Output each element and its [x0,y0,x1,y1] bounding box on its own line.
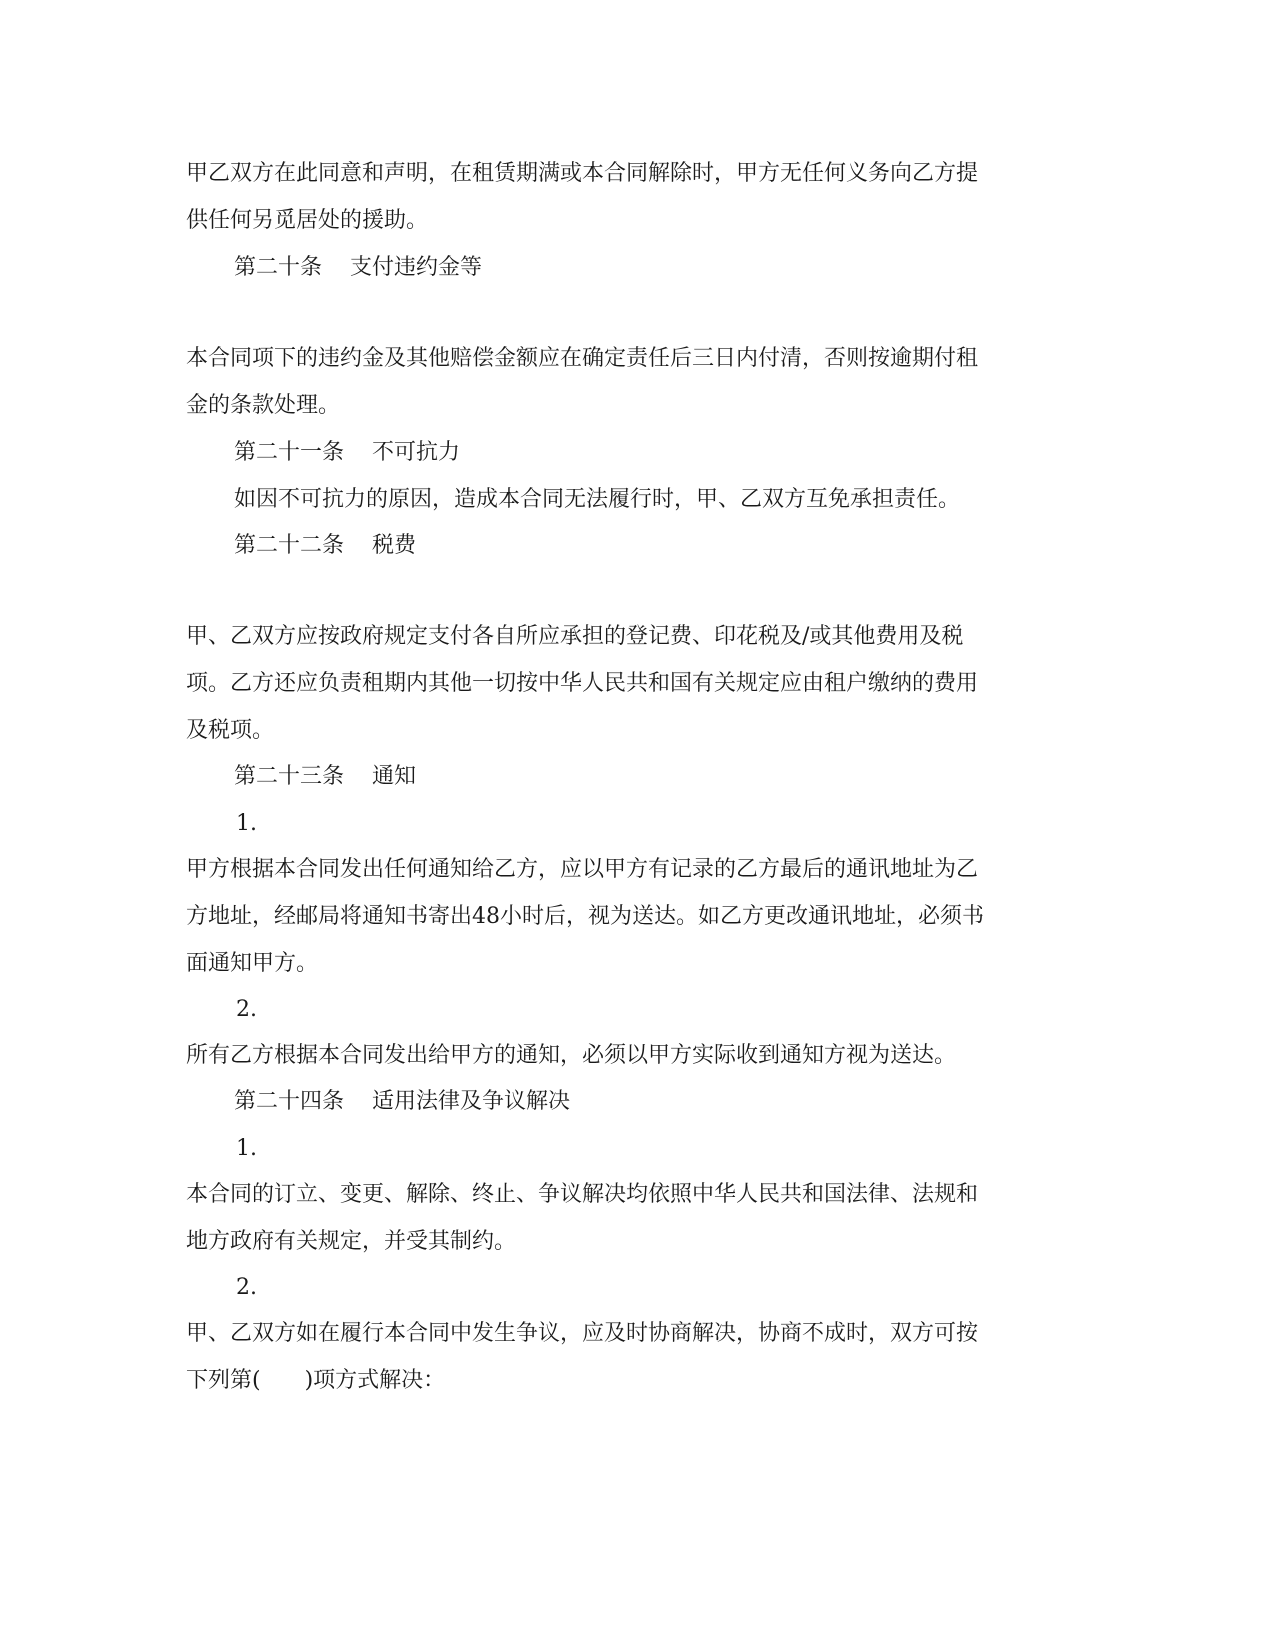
text-line: 地方政府有关规定，并受其制约。 [186,1229,517,1254]
item-number: 1. [236,811,257,836]
text-line: 甲、乙双方应按政府规定支付各自所应承担的登记费、印花税及/或其他费用及税 [186,624,964,649]
article-number: 第二十四条 [234,1089,345,1114]
text-line: 甲方根据本合同发出任何通知给乙方，应以甲方有记录的乙方最后的通讯地址为乙 [186,857,979,882]
article-title: 不可抗力 [372,440,461,465]
item-number: 1. [236,1136,257,1161]
article-number: 第二十三条 [234,764,345,789]
article-number: 第二十二条 [234,533,345,558]
article-heading-24 [234,1087,570,1117]
text-line: 本合同的订立、变更、解除、终止、争议解决均依照中华人民共和国法律、法规和 [186,1182,979,1207]
article-title: 税费 [372,533,417,558]
article-heading-23 [234,762,416,792]
text-line: 甲、乙双方如在履行本合同中发生争议，应及时协商解决，协商不成时，双方可按 [186,1321,979,1346]
text-line: 供任何另觅居处的援助。 [186,208,429,233]
text-line: 本合同项下的违约金及其他赔偿金额应在确定责任后三日内付清，否则按逾期付租 [186,346,979,371]
text-line: 面通知甲方。 [186,951,319,976]
text-line: 金的条款处理。 [186,393,341,418]
article-title: 支付违约金等 [350,255,483,280]
article-heading-22 [234,531,416,561]
item-number: 2. [236,1275,257,1300]
text-line: 方地址，经邮局将通知书寄出48小时后，视为送达。如乙方更改通讯地址，必须书 [186,904,984,929]
text-line: 及税项。 [186,718,275,743]
article-number: 第二十条 [234,255,323,280]
text-line: 如因不可抗力的原因，造成本合同无法履行时，甲、乙双方互免承担责任。 [234,487,961,512]
item-number: 2. [236,997,257,1022]
text-line: 下列第( )项方式解决： [186,1368,446,1393]
text-line: 所有乙方根据本合同发出给甲方的通知，必须以甲方实际收到通知方视为送达。 [186,1043,957,1068]
text-line: 项。乙方还应负责租期内其他一切按中华人民共和国有关规定应由租户缴纳的费用 [186,671,979,696]
article-title: 通知 [372,764,417,789]
article-title: 适用法律及争议解决 [372,1089,571,1114]
article-number: 第二十一条 [234,440,345,465]
article-heading-20 [234,253,482,283]
text-line: 甲乙双方在此同意和声明，在租赁期满或本合同解除时，甲方无任何义务向乙方提 [186,161,979,186]
article-heading-21 [234,438,460,468]
